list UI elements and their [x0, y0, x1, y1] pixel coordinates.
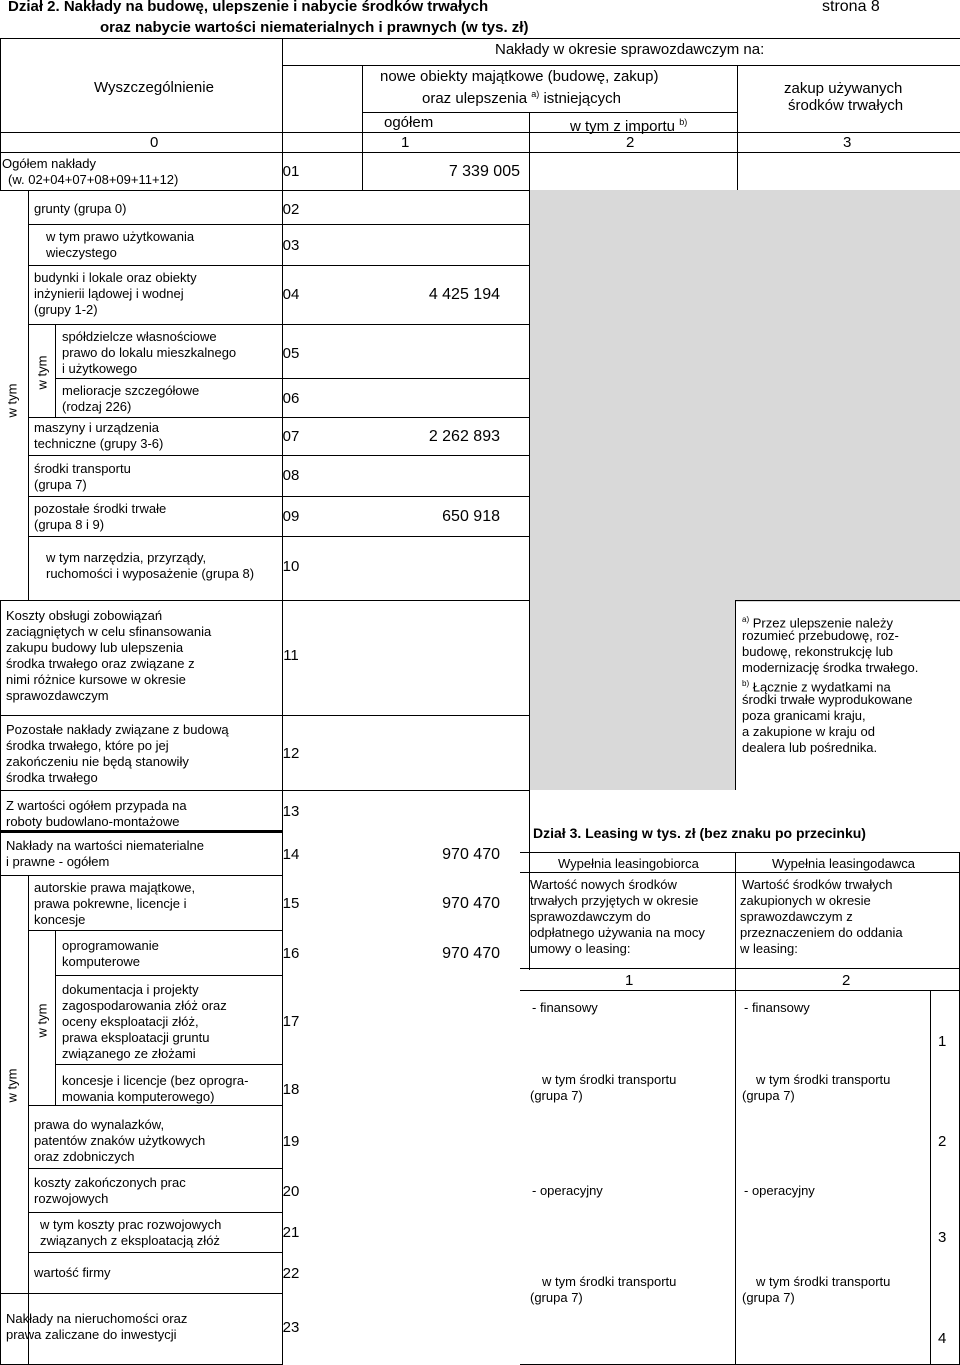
row-17-label-l3: oceny eksploatacji złóż, — [62, 1014, 199, 1029]
footnote-a-l2: rozumieć przebudowę, roz- — [742, 628, 899, 643]
row-15-label-l1: autorskie prawa majątkowe, — [34, 880, 196, 895]
leasing-fin-transport-1-l2: (grupa 7) — [530, 1088, 583, 1103]
row-12-number: 12 — [282, 745, 300, 762]
row-12-label-l1: Pozostałe nakłady związane z budową — [6, 722, 229, 737]
spec-header: Wyszczególnienie — [94, 79, 214, 96]
row-05-label-l1: spółdzielcze własnościowe — [62, 329, 217, 344]
row-12-label-l4: środka trwałego — [6, 770, 98, 785]
leasing-col2-desc-l2: zakupionych w okresie — [740, 893, 871, 908]
leasing-col1-desc-l3: sprawozdawczym do — [530, 909, 651, 924]
row-10-number: 10 — [282, 558, 300, 575]
row-13-label-l1: Z wartości ogółem przypada na — [6, 798, 187, 813]
row-09-label-l1: pozostałe środki trwałe — [34, 501, 167, 516]
period-header: Nakłady w okresie sprawozdawczym na: — [495, 41, 765, 58]
row-09-label-l2: (grupa 8 i 9) — [34, 517, 105, 532]
leasing-col-index-1: 1 — [625, 972, 634, 989]
leasing-col1-desc-l4: odpłatnego używania na mocy — [530, 925, 705, 940]
row-01-label-l1: Ogółem nakłady — [2, 156, 96, 171]
row-23-label-l1: Nakłady na nieruchomości oraz — [6, 1311, 188, 1326]
page-number: strona 8 — [822, 0, 880, 15]
row-17-label-l2: zagospodarowania złóż oraz — [62, 998, 227, 1013]
leasing-row-4: 4 — [938, 1330, 947, 1347]
leasing-fin-2: - finansowy — [744, 1000, 810, 1015]
footnote-b-l1: $^{b)}$ Łącznie z wydatkami na — [742, 679, 891, 695]
col-index-0: 0 — [150, 134, 159, 151]
leasing-fin-transport-1-l1: w tym środki transportu — [542, 1072, 677, 1087]
row-20-label-l1: koszty zakończonych prac — [34, 1175, 186, 1190]
footnote-a-l1: $^{a)}$ Przez ulepszenie należy — [742, 615, 893, 631]
row-16-label-l2: komputerowe — [62, 954, 141, 969]
wtym-label-inner: w tym — [34, 355, 50, 390]
footnote-b-l3: poza granicami kraju, — [742, 708, 866, 723]
row-11-label-l5: nimi różnice kursowe w okresie — [6, 672, 186, 687]
row-14-label-l1: Nakłady na wartości niematerialne — [6, 838, 204, 853]
row-11-label-l6: sprawozdawczym — [6, 688, 109, 703]
row-18-number: 18 — [282, 1081, 300, 1098]
row-06-label-l1: melioracje szczegółowe — [62, 383, 200, 398]
row-06-number: 06 — [282, 390, 300, 407]
used-header-l1: zakup używanych — [784, 80, 903, 97]
wtym-label-lower-inner: w tym — [34, 1003, 50, 1038]
row-19-number: 19 — [282, 1133, 300, 1150]
row-11-label-l1: Koszty obsługi zobowiązań — [6, 608, 163, 623]
row-21-label-l1: w tym koszty prac rozwojowych — [40, 1217, 222, 1232]
row-08-number: 08 — [282, 467, 300, 484]
row-14-total-value: 970 470 — [442, 846, 500, 863]
row-03-label-l1: w tym prawo użytkowania — [46, 229, 195, 244]
leasing-fin-1: - finansowy — [532, 1000, 598, 1015]
row-16-total-value: 970 470 — [442, 945, 500, 962]
row-19-label-l2: patentów znaków użytkowych — [34, 1133, 206, 1148]
leasing-oper-transport-2-l2: (grupa 7) — [742, 1290, 795, 1305]
section-title-line1: Dział 2. Nakłady na budowę, ulepszenie i nabycie środków trwałych — [8, 0, 489, 15]
footnote-b-l4: a zakupione w kraju od — [742, 724, 875, 739]
leasing-oper-transport-1-l1: w tym środki transportu — [542, 1274, 677, 1289]
leasing-oper-1: - operacyjny — [532, 1183, 603, 1198]
leasing-oper-transport-2-l1: w tym środki transportu — [756, 1274, 891, 1289]
footnote-a-l4: modernizację środka trwałego. — [742, 660, 919, 675]
used-header-l2: środków trwałych — [788, 97, 904, 114]
row-08-label-l2: (grupa 7) — [34, 477, 87, 492]
row-07-label-l1: maszyny i urządzenia — [34, 420, 159, 435]
footnote-a-l3: budowę, rekonstrukcję lub — [742, 644, 894, 659]
row-12-label-l2: środka trwałego, które po jej — [6, 738, 169, 753]
leasing-col1-desc-l2: trwałych przyjętych w okresie — [530, 893, 699, 908]
footnote-b-l2: środki trwałe wyprodukowane — [742, 692, 913, 707]
row-02-label: grunty (grupa 0) — [34, 201, 127, 216]
row-23-label-l2: prawa zaliczane do inwestycji — [6, 1327, 177, 1342]
row-04-label-l1: budynki i lokale oraz obiekty — [34, 270, 197, 285]
row-12-label-l3: zakończeniu nie będą stanowiły — [6, 754, 189, 769]
leasing-oper-2: - operacyjny — [744, 1183, 815, 1198]
row-15-number: 15 — [282, 895, 300, 912]
row-05-number: 05 — [282, 345, 300, 362]
leasing-fin-transport-2-l1: w tym środki transportu — [756, 1072, 891, 1087]
row-09-number: 09 — [282, 508, 300, 525]
row-01-label-l2: (w. 02+04+07+08+09+11+12) — [8, 172, 179, 187]
row-07-total-value: 2 262 893 — [428, 428, 500, 445]
row-09-total-value: 650 918 — [442, 508, 500, 525]
row-23-number: 23 — [282, 1319, 300, 1336]
row-17-number: 17 — [282, 1013, 300, 1030]
new-objects-header-l1: nowe obiekty majątkowe (budowę, zakup) — [380, 68, 659, 85]
leasing-row-1: 1 — [938, 1033, 947, 1050]
row-16-label-l1: oprogramowanie — [62, 938, 159, 953]
row-17-label-l1: dokumentacja i projekty — [62, 982, 199, 997]
row-10-label-l2: ruchomości i wyposażenie (grupa 8) — [46, 566, 255, 581]
row-04-label-l2: inżynierii lądowej i wodnej — [34, 286, 184, 301]
row-01-total-value: 7 339 005 — [448, 163, 520, 180]
row-03-number: 03 — [282, 237, 300, 254]
row-19-label-l1: prawa do wynalazków, — [34, 1117, 165, 1132]
col-index-3: 3 — [843, 134, 852, 151]
row-13-label-l2: roboty budowlano-montażowe — [6, 814, 180, 829]
row-17-label-l4: prawa eksploatacji gruntu — [62, 1030, 210, 1045]
leasing-col2-head: Wypełnia leasingodawca — [772, 856, 915, 871]
col-index-1: 1 — [401, 134, 410, 151]
row-20-label-l2: rozwojowych — [34, 1191, 109, 1206]
col-index-2: 2 — [626, 134, 635, 151]
footnote-b-l5: dealera lub pośrednika. — [742, 740, 878, 755]
row-05-label-l3: i użytkowego — [62, 361, 138, 376]
row-13-number: 13 — [282, 803, 300, 820]
row-06-label-l2: (rodzaj 226) — [62, 399, 132, 414]
row-19-label-l3: oraz zdobniczych — [34, 1149, 135, 1164]
row-14-label-l2: i prawne - ogółem — [6, 854, 110, 869]
leasing-col1-head: Wypełnia leasingobiorca — [558, 856, 699, 871]
leasing-fin-transport-2-l2: (grupa 7) — [742, 1088, 795, 1103]
row-11-number: 11 — [283, 647, 299, 664]
wtym-label-outer: w tym — [4, 383, 20, 418]
row-15-label-l3: koncesje — [34, 912, 86, 927]
section-title-line2: oraz nabycie wartości niematerialnych i prawnych (w tys. zł) — [100, 19, 529, 36]
row-14-number: 14 — [282, 846, 300, 863]
row-22-label: wartość firmy — [34, 1265, 111, 1280]
leasing-oper-transport-1-l2: (grupa 7) — [530, 1290, 583, 1305]
row-01-number: 01 — [282, 163, 300, 180]
row-16-number: 16 — [282, 945, 300, 962]
wtym-label-lower-outer: w tym — [4, 1068, 20, 1103]
row-15-label-l2: prawa pokrewne, licencje i — [34, 896, 187, 911]
row-17-label-l5: związanego ze złożami — [62, 1046, 196, 1061]
import-header: w tym z importu $^{b)}$ — [570, 117, 688, 135]
leasing-col2-desc-l5: w leasing: — [740, 941, 798, 956]
leasing-col2-desc-l3: sprawozdawczym z — [740, 909, 853, 924]
leasing-col1-desc-l5: umowy o leasing: — [530, 941, 631, 956]
leasing-col1-desc-l1: Wartość nowych środków — [530, 877, 677, 892]
leasing-col-index-2: 2 — [842, 972, 851, 989]
row-18-label-l2: mowania komputerowego) — [62, 1089, 215, 1104]
row-18-label-l1: koncesje i licencje (bez oprogra- — [62, 1073, 249, 1088]
row-07-number: 07 — [282, 428, 300, 445]
row-11-label-l2: zaciągniętych w celu sfinansowania — [6, 624, 212, 639]
row-02-number: 02 — [282, 201, 300, 218]
leasing-title: Dział 3. Leasing w tys. zł (bez znaku po przecinku) — [533, 825, 866, 841]
row-04-label-l3: (grupy 1-2) — [34, 302, 98, 317]
leasing-row-2: 2 — [938, 1133, 947, 1150]
row-11-label-l4: środka trwałego oraz związane z — [6, 656, 195, 671]
leasing-col2-desc-l4: przeznaczeniem do oddania — [740, 925, 903, 940]
leasing-col2-desc-l1: Wartość środków trwałych — [742, 877, 893, 892]
row-22-number: 22 — [282, 1265, 300, 1282]
row-04-total-value: 4 425 194 — [428, 286, 500, 303]
row-10-label-l1: w tym narzędzia, przyrządy, — [46, 550, 207, 565]
row-05-label-l2: prawo do lokalu mieszkalnego — [62, 345, 237, 360]
row-21-number: 21 — [282, 1224, 300, 1241]
new-objects-header-l2: oraz ulepszenia $^{a)}$ istniejących — [422, 89, 621, 107]
total-header: ogółem — [384, 114, 434, 131]
leasing-row-3: 3 — [938, 1229, 947, 1246]
row-03-label-l2: wieczystego — [46, 245, 117, 260]
row-04-number: 04 — [282, 286, 300, 303]
row-07-label-l2: techniczne (grupy 3-6) — [34, 436, 164, 451]
row-21-label-l2: związanych z eksploatacją złóż — [40, 1233, 220, 1248]
row-08-label-l1: środki transportu — [34, 461, 131, 476]
row-11-label-l3: zakupu budowy lub ulepszenia — [6, 640, 184, 655]
row-15-total-value: 970 470 — [442, 895, 500, 912]
row-20-number: 20 — [282, 1183, 300, 1200]
